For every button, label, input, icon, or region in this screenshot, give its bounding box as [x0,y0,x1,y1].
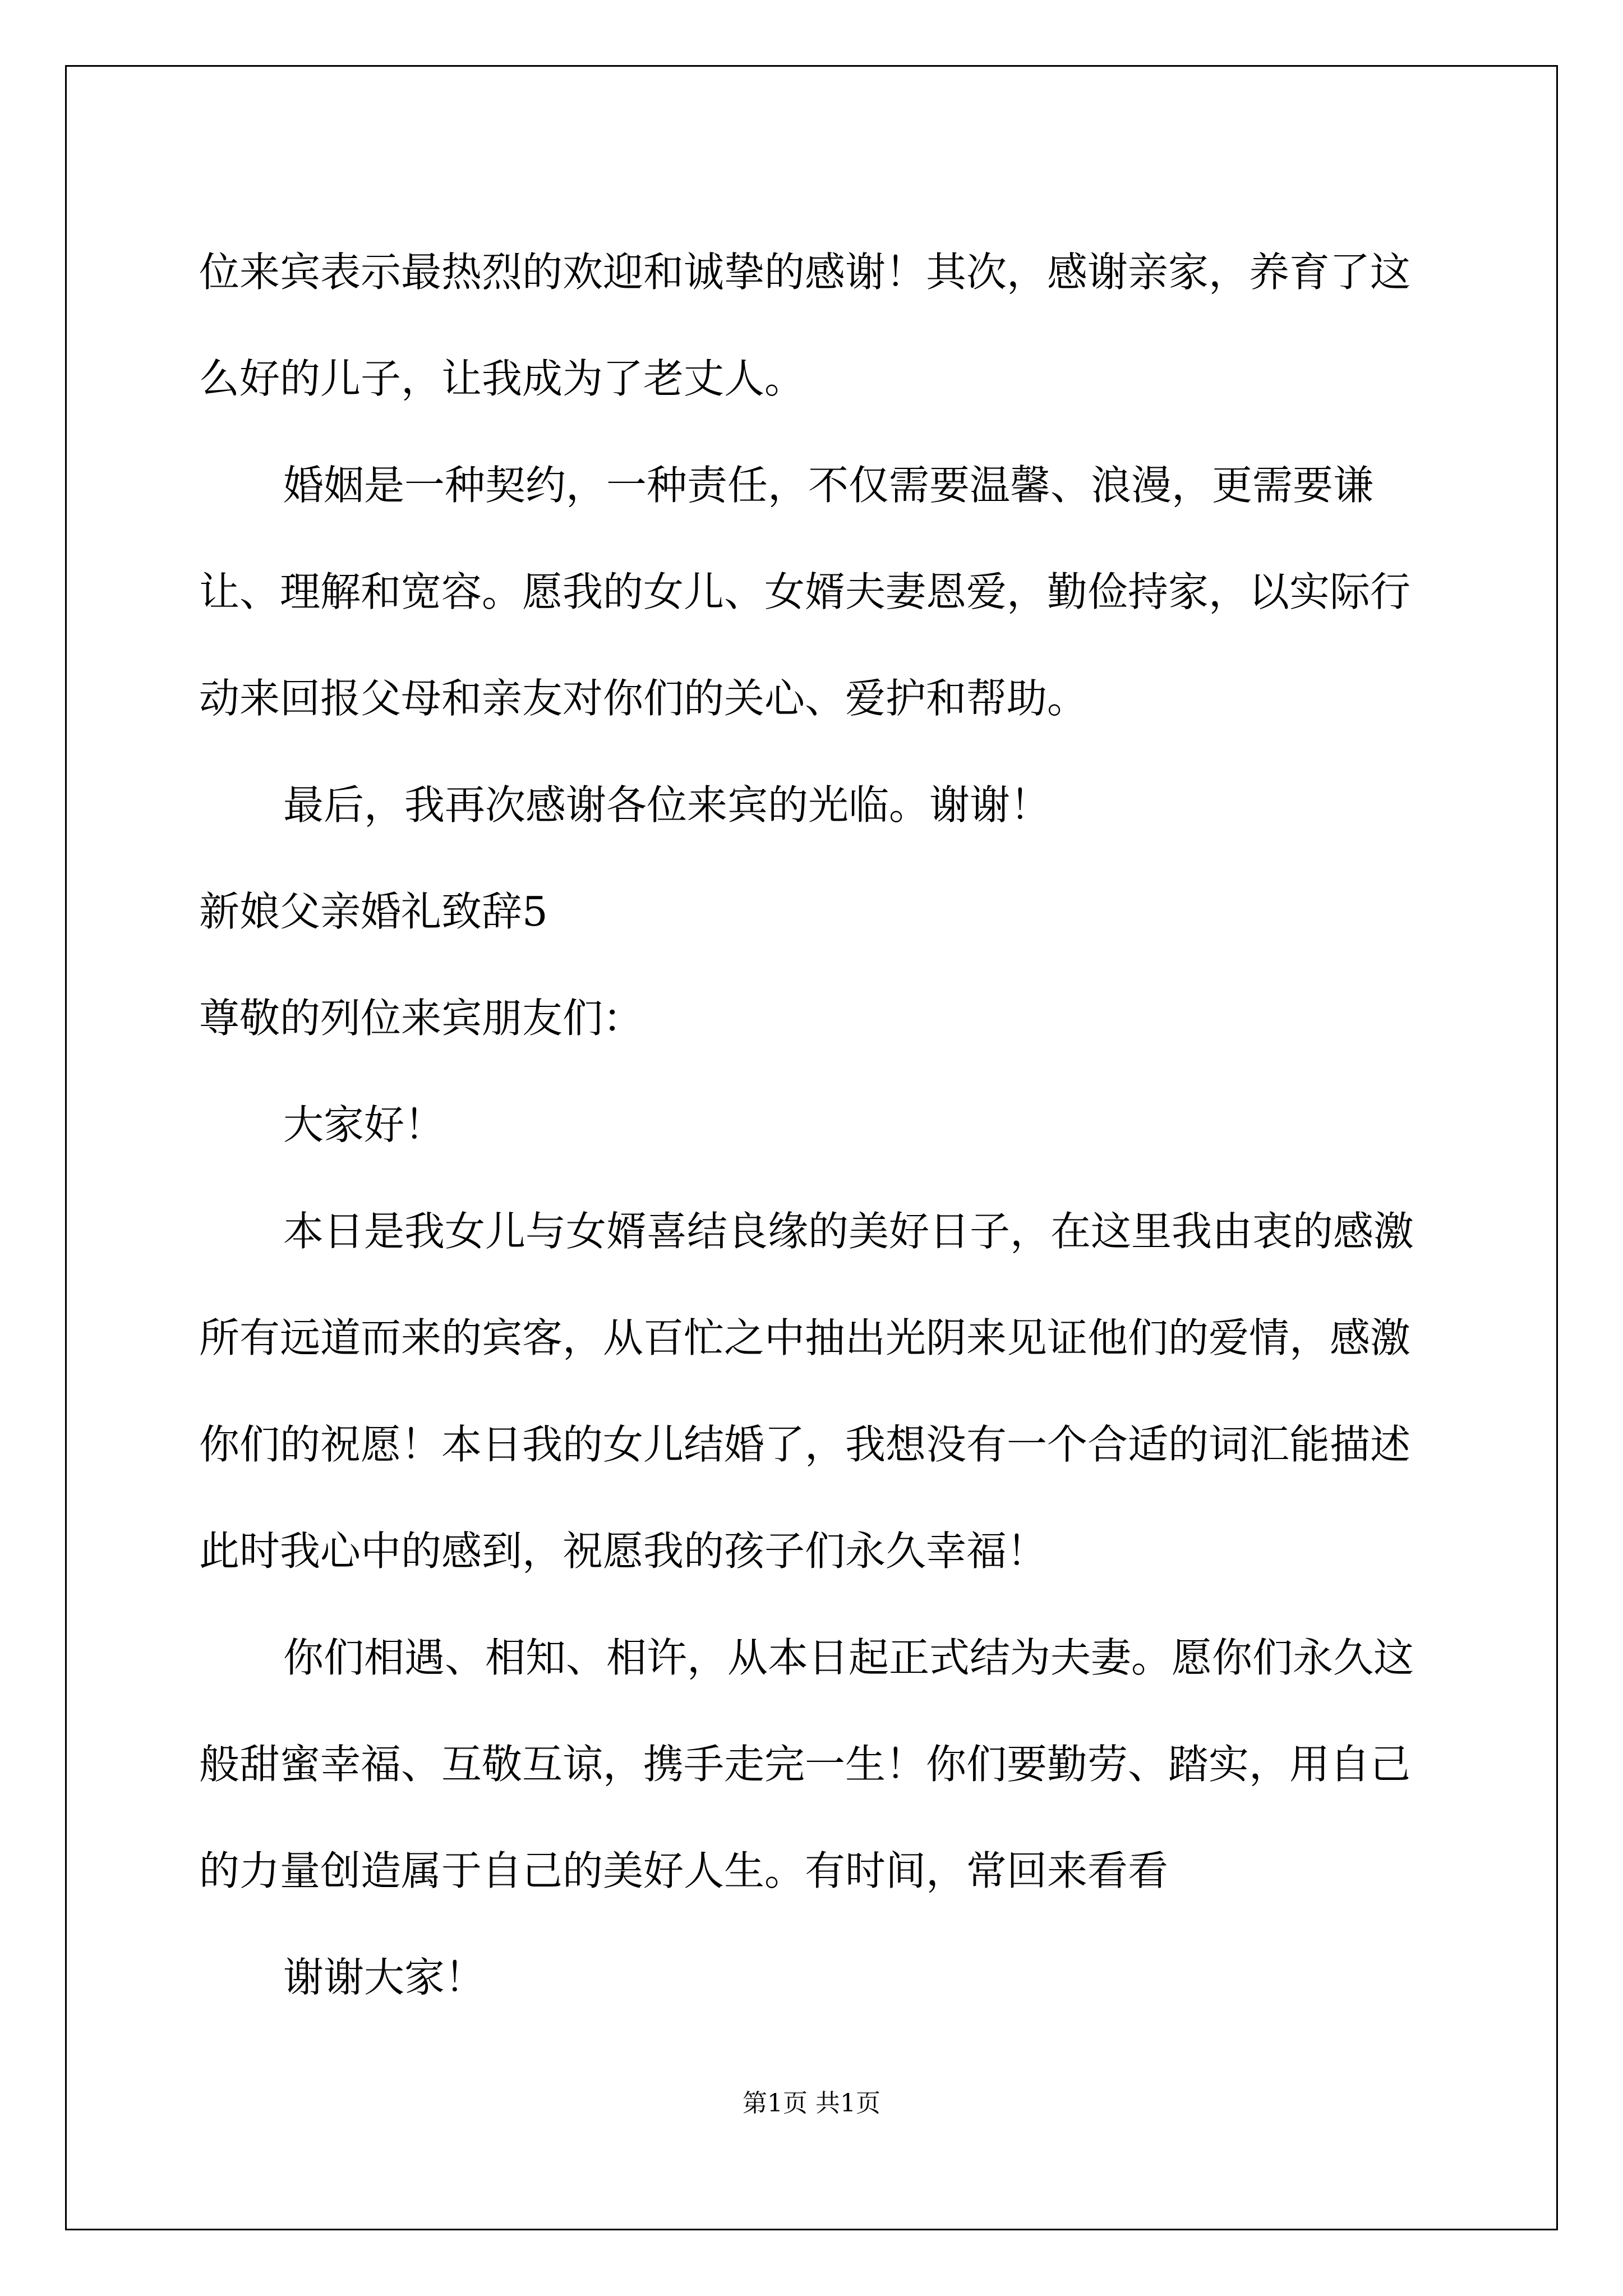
greeting: 大家好！ [283,1101,445,1148]
section-heading: 新娘父亲婚礼致辞5 [199,888,548,935]
paragraph-8: 你们相遇、相知、相许，从本日起正式结为夫妻。愿你们永久这般甜蜜幸福、互敬互谅，携手走完一生！你们要勤劳、踏实，用自己的力量创造属于自己的美好人生。有时间，常回来看看 [199,1634,1414,1894]
paragraph-3: 最后，我再次感谢各位来宾的光临。谢谢！ [283,781,1051,829]
paragraph-7: 本日是我女儿与女婿喜结良缘的美好日子，在这里我由衷的感激所有远道而来的宾客，从百忙之中抽出光阴来见证他们的爱情，感激你们的祝愿！本日我的女儿结婚了，我想没有一个合适的词汇能描述此时我心中的感到，祝愿我的孩子们永久幸福！ [199,1208,1414,1575]
document-body [199,219,1450,2031]
closing-thanks: 谢谢大家！ [283,1954,486,2001]
salutation: 尊敬的列位来宾朋友们： [199,995,644,1042]
page-number-footer: 第1页 共1页 [743,2089,880,2118]
paragraph-1: 位来宾表示最热烈的欢迎和诚挚的感谢！其次，感谢亲家，养育了这么好的儿子，让我成为了老丈人。 [199,249,1411,402]
paragraph-2: 婚姻是一种契约，一种责任，不仅需要温馨、浪漫，更需要谦让、理解和宽容。愿我的女儿、女婿夫妻恩爱，勤俭持家，以实际行动来回报父母和亲友对你们的关心、爱护和帮助。 [199,462,1411,722]
